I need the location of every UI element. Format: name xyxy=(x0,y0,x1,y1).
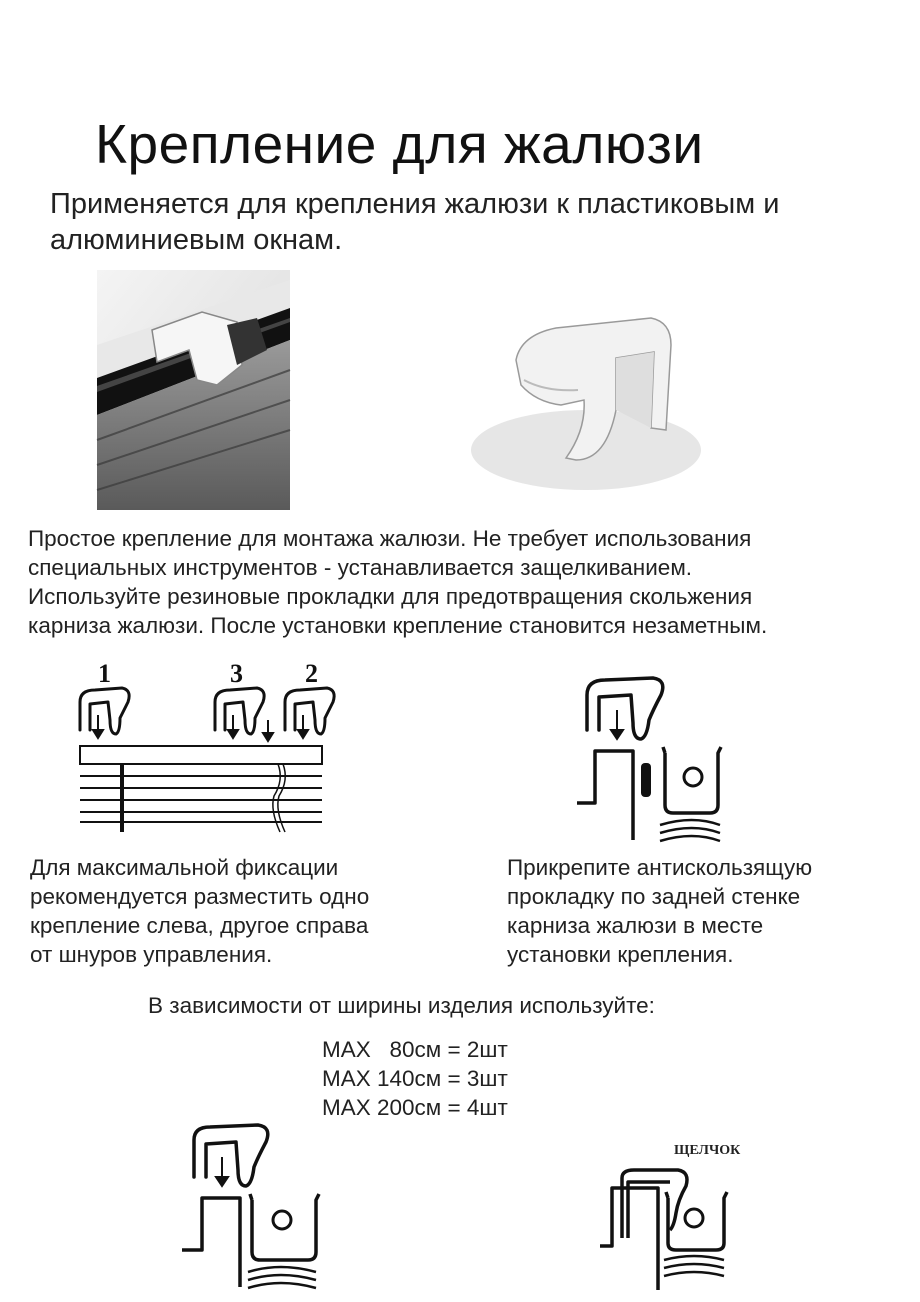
note-line: установки крепления. xyxy=(507,942,734,967)
note-line: карниза жалюзи в месте xyxy=(507,913,764,938)
note-line: крепление слева, другое справа xyxy=(30,913,369,938)
note-line: рекомендуется разместить одно xyxy=(30,884,370,909)
description-line: Простое крепление для монтажа жалюзи. Не требует использования xyxy=(28,526,752,551)
note-fixation xyxy=(30,853,450,969)
description-line: специальных инструментов - устанавливается защелкиванием. xyxy=(28,555,693,580)
note-line: Для максимальной фиксации xyxy=(30,855,339,880)
usage-rules xyxy=(322,1035,508,1122)
description-line: карниза жалюзи. После установки крепление становится незаметным. xyxy=(28,613,768,638)
usage-rule: MAX 200см = 4шт xyxy=(322,1095,508,1120)
clip-icon-3 xyxy=(215,688,264,734)
description-text xyxy=(28,524,908,640)
usage-rule: MAX 140см = 3шт xyxy=(322,1066,508,1091)
note-line: от шнуров управления. xyxy=(30,942,273,967)
diagram-anti-slip-pad xyxy=(575,675,725,845)
click-label: ЩЕЛЧОК xyxy=(674,1143,741,1158)
clip-icon-1 xyxy=(80,688,129,734)
diagram-after-install xyxy=(598,1168,738,1293)
diagram-before-install xyxy=(180,1122,330,1292)
clip-icon-2 xyxy=(285,688,334,734)
note-line: прокладку по задней стенке xyxy=(507,884,801,909)
usage-intro: В зависимости от ширины изделия используйте: xyxy=(148,993,655,1018)
position-label-1: 1 xyxy=(98,659,111,688)
position-label-3: 3 xyxy=(230,659,243,688)
diagram-placement xyxy=(70,660,340,840)
page-title: Крепление для жалюзи xyxy=(95,113,704,175)
description-line: Используйте резиновые прокладки для предотвращения скольжения xyxy=(28,584,753,609)
position-label-2: 2 xyxy=(305,659,318,688)
usage-rule: MAX 80см = 2шт xyxy=(322,1037,508,1062)
page-subtitle: Применяется для крепления жалюзи к пластиковым и алюминиевым окнам. xyxy=(50,188,780,256)
note-anti-slip xyxy=(507,853,887,969)
photo-mounted-bracket xyxy=(97,270,290,510)
photo-bracket xyxy=(466,310,706,500)
note-line: Прикрепите антискользящую xyxy=(507,855,813,880)
